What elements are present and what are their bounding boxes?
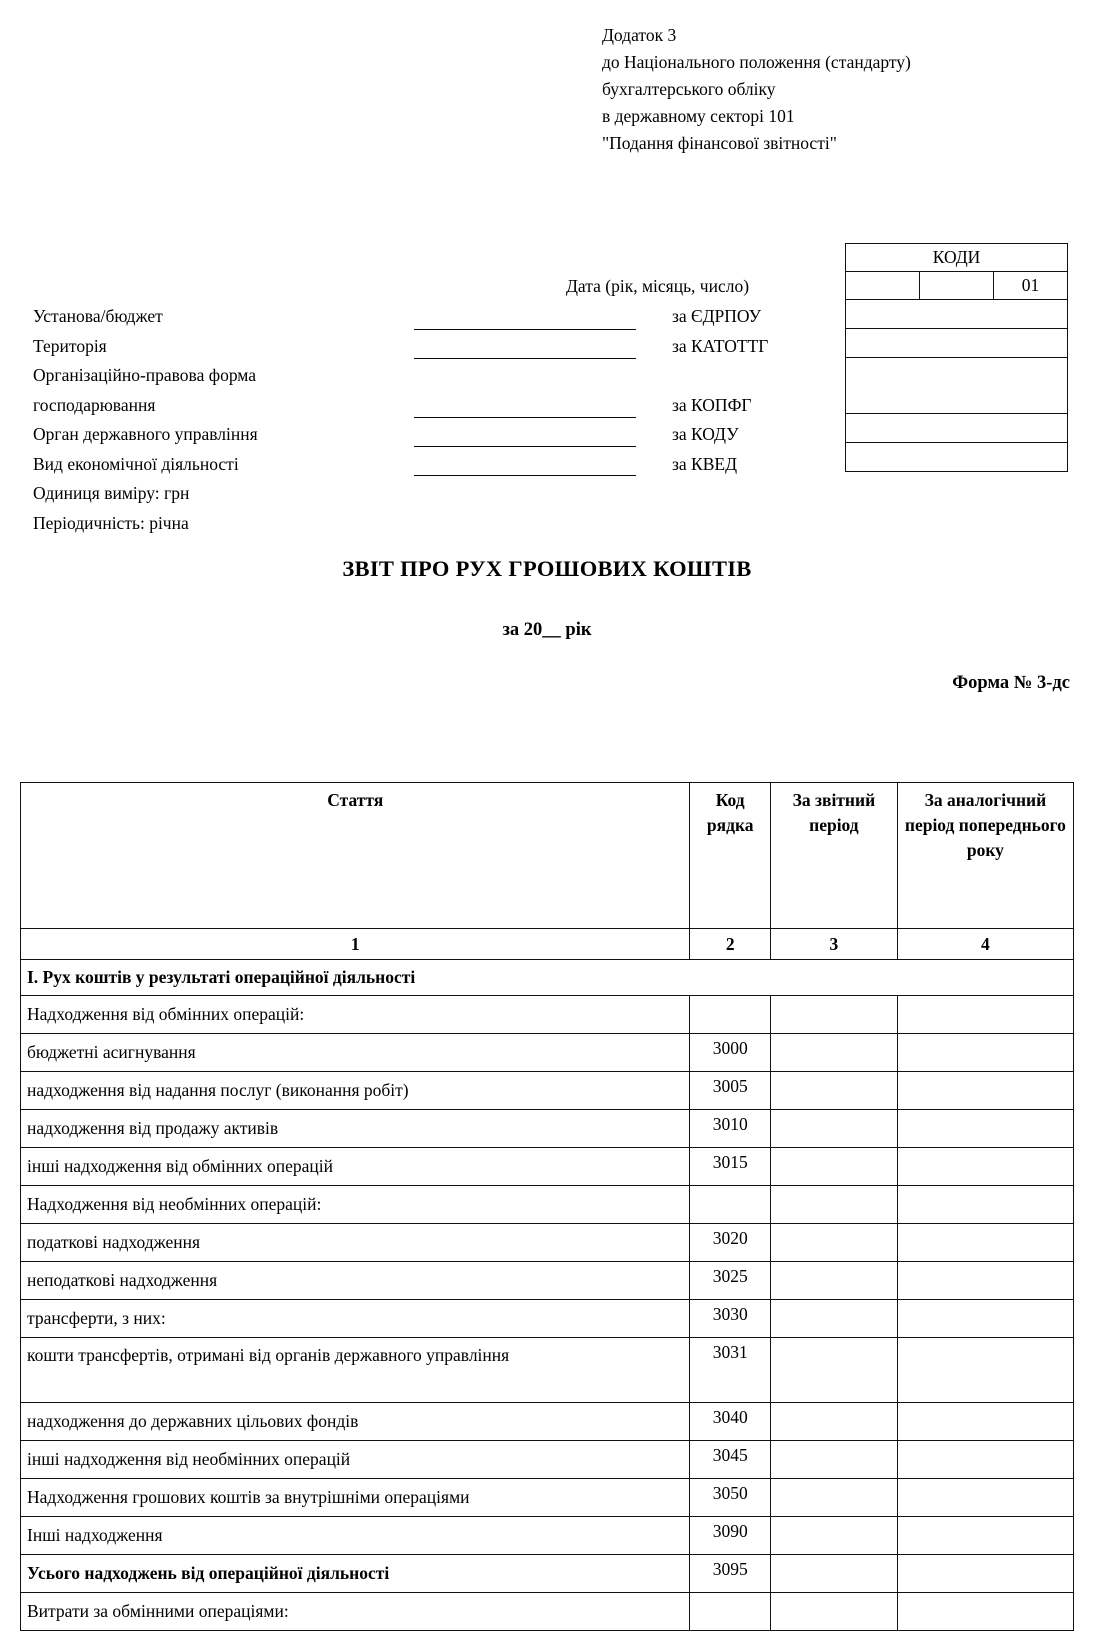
label-terytoriya: Територія (33, 335, 107, 356)
label-periodicity: Періодичність: річна (33, 512, 189, 533)
fill-line-governing-body[interactable] (414, 446, 636, 447)
row-article: надходження від продажу активів (21, 1110, 690, 1148)
table-row (21, 1403, 1074, 1441)
table-row (21, 1479, 1074, 1517)
row-code: 3031 (690, 1338, 771, 1403)
codes-row-katottg (846, 329, 1068, 358)
row-value-current[interactable] (770, 1110, 897, 1148)
label-za-kopfg: за КОПФГ (672, 394, 752, 415)
row-value-current[interactable] (770, 1262, 897, 1300)
codes-value-kodu[interactable] (846, 414, 1068, 443)
row-value-current[interactable] (770, 1034, 897, 1072)
row-code (690, 1593, 771, 1631)
row-value-previous[interactable] (897, 1110, 1073, 1148)
table-row (21, 1262, 1074, 1300)
row-value-current[interactable] (770, 1403, 897, 1441)
row-code: 3025 (690, 1262, 771, 1300)
row-value-previous[interactable] (897, 1300, 1073, 1338)
row-article: надходження до державних цільових фондів (21, 1403, 690, 1441)
row-code: 3040 (690, 1403, 771, 1441)
row-code (690, 996, 771, 1034)
table-row (21, 1072, 1074, 1110)
row-code: 3005 (690, 1072, 771, 1110)
codes-value-kopfg[interactable] (846, 358, 1068, 414)
row-article: кошти трансфертів, отримані від органів державного управління (21, 1338, 690, 1403)
label-ustanova-byudzhet: Установа/бюджет (33, 306, 163, 326)
row-value-previous[interactable] (897, 1593, 1073, 1631)
row-value-previous[interactable] (897, 1441, 1073, 1479)
row-value-current[interactable] (770, 1517, 897, 1555)
colnum-1: 1 (21, 929, 690, 960)
row-code: 3050 (690, 1479, 771, 1517)
table-row (21, 996, 1074, 1034)
row-value-previous[interactable] (897, 1338, 1073, 1403)
label-za-edrpou: за ЄДРПОУ (672, 306, 761, 326)
codes-value-kved[interactable] (846, 443, 1068, 472)
table-row (21, 1110, 1074, 1148)
table-header-row (21, 783, 1074, 929)
row-value-current[interactable] (770, 1593, 897, 1631)
annex-line-4: в державному секторі 101 (602, 106, 795, 126)
label-za-kved: за КВЕД (672, 453, 738, 474)
codes-value-katottg[interactable] (846, 329, 1068, 358)
fill-line-economic-activity[interactable] (414, 475, 636, 476)
row-value-current[interactable] (770, 1338, 897, 1403)
row-code: 3095 (690, 1555, 771, 1593)
row-value-previous[interactable] (897, 1262, 1073, 1300)
row-article: податкові надходження (21, 1224, 690, 1262)
header-period-previous: За аналогічний період попереднього року (897, 783, 1073, 929)
colnum-2: 2 (690, 929, 771, 960)
table-section-row (21, 960, 1074, 996)
table-row (21, 1186, 1074, 1224)
label-gospodaryuvannya: господарювання (33, 394, 156, 415)
row-code: 3090 (690, 1517, 771, 1555)
row-code: 3015 (690, 1148, 771, 1186)
row-value-previous[interactable] (897, 1148, 1073, 1186)
label-za-kodu: за КОДУ (672, 424, 739, 444)
row-value-previous[interactable] (897, 1224, 1073, 1262)
identification-block (0, 240, 1094, 533)
row-article: інші надходження від необмінних операцій (21, 1441, 690, 1479)
table-row (21, 1148, 1074, 1186)
row-article: Надходження грошових коштів за внутрішніми операціями (21, 1479, 690, 1517)
table-column-numbers-row (21, 929, 1074, 960)
row-value-current[interactable] (770, 996, 897, 1034)
row-article: Інші надходження (21, 1517, 690, 1555)
report-title: ЗВІТ ПРО РУХ ГРОШОВИХ КОШТІВ (342, 556, 752, 581)
row-value-current[interactable] (770, 1479, 897, 1517)
annex-reference-block (602, 22, 911, 157)
row-value-previous[interactable] (897, 1403, 1073, 1441)
header-code: Код рядка (690, 783, 771, 929)
table-row (21, 1338, 1074, 1403)
header-article: Стаття (21, 783, 690, 929)
row-article: Усього надходжень від операційної діяльності (21, 1555, 690, 1593)
fill-line-org-legal-form[interactable] (414, 417, 636, 418)
table-row (21, 1224, 1074, 1262)
entity-labels (33, 302, 258, 538)
codes-table-title-row (846, 244, 1068, 272)
row-value-current[interactable] (770, 1224, 897, 1262)
codes-row-edrpou (846, 300, 1068, 329)
row-value-current[interactable] (770, 1441, 897, 1479)
codes-date-month-cell[interactable] (920, 272, 994, 300)
classifier-label-spacer (672, 361, 768, 391)
label-org-legal-form: Організаційно-правова форма (33, 365, 257, 385)
colnum-3: 3 (770, 929, 897, 960)
section-header-operating-activities: I. Рух коштів у результаті операційної діяльності (21, 960, 1074, 996)
row-article: бюджетні асигнування (21, 1034, 690, 1072)
annex-line-1: Додаток 3 (602, 25, 677, 45)
table-row (21, 1300, 1074, 1338)
row-code: 3045 (690, 1441, 771, 1479)
row-value-previous[interactable] (897, 1186, 1073, 1224)
row-value-current[interactable] (770, 1555, 897, 1593)
colnum-4: 4 (897, 929, 1073, 960)
row-value-previous[interactable] (897, 996, 1073, 1034)
row-code: 3010 (690, 1110, 771, 1148)
codes-row-kodu (846, 414, 1068, 443)
row-value-previous[interactable] (897, 1555, 1073, 1593)
row-code: 3000 (690, 1034, 771, 1072)
fill-line-ustanova[interactable] (414, 329, 636, 330)
row-code (690, 1186, 771, 1224)
report-year-line: за 20__ рік (502, 620, 592, 640)
codes-date-row (846, 272, 1068, 300)
codes-date-day-cell[interactable]: 01 (994, 272, 1068, 300)
row-value-previous[interactable] (897, 1479, 1073, 1517)
annex-line-3: бухгалтерського обліку (602, 79, 776, 99)
codes-title-cell: КОДИ (846, 244, 1068, 272)
row-value-current[interactable] (770, 1148, 897, 1186)
row-code: 3030 (690, 1300, 771, 1338)
row-article: Надходження від необмінних операцій: (21, 1186, 690, 1224)
table-row (21, 1517, 1074, 1555)
form-number: Форма № 3-дс (952, 673, 1070, 693)
row-article: Надходження від обмінних операцій: (21, 996, 690, 1034)
row-value-current[interactable] (770, 1186, 897, 1224)
codes-value-edrpou[interactable] (846, 300, 1068, 329)
table-row (21, 1034, 1074, 1072)
codes-date-year-cell[interactable] (846, 272, 920, 300)
row-value-current[interactable] (770, 1072, 897, 1110)
date-label: Дата (рік, місяць, число) (566, 276, 750, 296)
label-economic-activity-type: Вид економічної діяльності (33, 453, 239, 474)
table-row-total (21, 1555, 1074, 1593)
table-row (21, 1441, 1074, 1479)
cash-flow-table (20, 782, 1074, 1631)
row-article: інші надходження від обмінних операцій (21, 1148, 690, 1186)
row-value-previous[interactable] (897, 1072, 1073, 1110)
row-article: трансферти, з них: (21, 1300, 690, 1338)
classifier-labels (672, 302, 768, 479)
fill-line-terytoriya[interactable] (414, 358, 636, 359)
label-state-governing-body: Орган державного управління (33, 424, 258, 444)
table-row (21, 1593, 1074, 1631)
annex-line-5: "Подання фінансової звітності" (602, 133, 837, 153)
header-period-current: За звітний період (770, 783, 897, 929)
row-article: надходження від надання послуг (виконання робіт) (21, 1072, 690, 1110)
row-article: Витрати за обмінними операціями: (21, 1593, 690, 1631)
row-value-current[interactable] (770, 1300, 897, 1338)
row-value-previous[interactable] (897, 1517, 1073, 1555)
row-article: неподаткові надходження (21, 1262, 690, 1300)
codes-row-kved (846, 443, 1068, 472)
row-code: 3020 (690, 1224, 771, 1262)
label-measurement-unit: Одиниця виміру: грн (33, 483, 190, 503)
codes-table (845, 243, 1068, 472)
annex-line-2: до Національного положення (стандарту) (602, 52, 911, 72)
label-za-katottg: за КАТОТТГ (672, 335, 769, 356)
codes-row-kopfg (846, 358, 1068, 414)
row-value-previous[interactable] (897, 1034, 1073, 1072)
